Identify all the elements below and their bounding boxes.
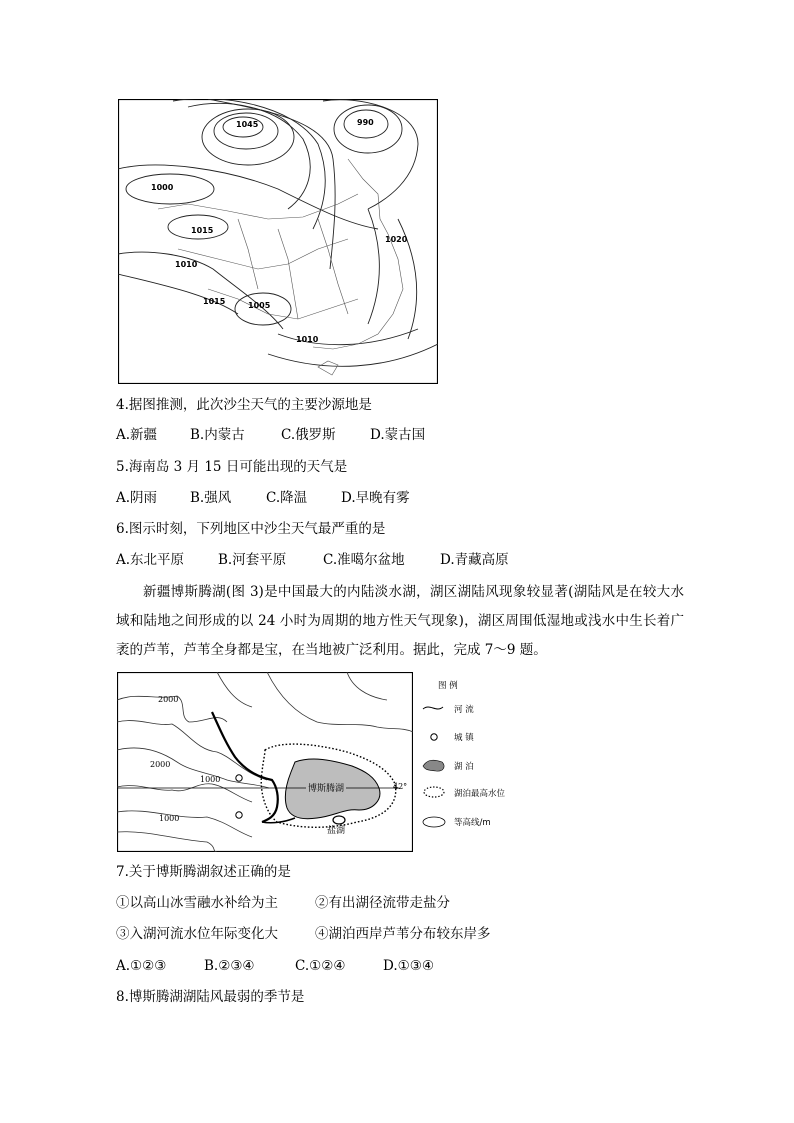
question-7-option-b: B.②③④ xyxy=(204,958,255,974)
lake-label: 博斯腾湖 xyxy=(308,784,345,794)
question-7-statement-1: ①以高山冰雪融水补给为主 xyxy=(116,895,278,911)
question-6-option-b: B.河套平原 xyxy=(218,552,287,568)
lake-legend-icon xyxy=(423,760,444,771)
isobar-label: 1000 xyxy=(151,183,174,192)
legend-water-level: 湖泊最高水位 xyxy=(454,789,506,799)
question-5-option-a: A.阴雨 xyxy=(116,490,158,506)
question-6-stem: 6.图示时刻，下列地区中沙尘天气最严重的是 xyxy=(116,521,386,537)
question-7-stem: 7.关于博斯腾湖叙述正确的是 xyxy=(116,864,291,880)
isobar-label: 1010 xyxy=(296,335,319,344)
town-icon xyxy=(236,812,242,818)
question-7-option-d: D.①③④ xyxy=(383,958,434,974)
isobar-map xyxy=(118,99,438,384)
river-legend-icon xyxy=(423,707,443,709)
isobar-label: 1045 xyxy=(236,120,259,129)
legend-town: 城 镇 xyxy=(454,733,474,743)
town-legend-icon xyxy=(431,734,437,740)
contour-label: 2000 xyxy=(158,695,179,704)
contour-label: 1000 xyxy=(159,814,180,823)
isobar-label: 1015 xyxy=(191,226,214,235)
isobar-label: 1015 xyxy=(203,297,226,306)
question-6-option-d: D.青藏高原 xyxy=(440,552,509,568)
question-5-option-b: B.强风 xyxy=(190,490,232,506)
isobar-label: 1010 xyxy=(175,260,198,269)
map-legend xyxy=(420,676,520,836)
town-icon xyxy=(236,775,242,781)
legend-lake: 湖 泊 xyxy=(454,762,474,772)
question-5-stem: 5.海南岛 3 月 15 日可能出现的天气是 xyxy=(116,459,348,475)
question-6-option-c: C.准噶尔盆地 xyxy=(323,552,405,568)
question-7-statement-2: ②有出湖径流带走盐分 xyxy=(315,895,450,911)
question-5-option-d: D.早晚有雾 xyxy=(341,490,410,506)
question-4-stem: 4.据图推测，此次沙尘天气的主要沙源地是 xyxy=(116,397,372,413)
question-4-option-c: C.俄罗斯 xyxy=(281,427,336,443)
isobar-label: 1005 xyxy=(248,301,271,310)
question-8-stem: 8.博斯腾湖湖陆风最弱的季节是 xyxy=(116,989,305,1005)
question-4-option-b: B.内蒙古 xyxy=(190,427,245,443)
contour-label: 2000 xyxy=(150,760,171,769)
isobar-label: 1020 xyxy=(385,235,408,244)
contour-legend-icon xyxy=(423,817,445,827)
question-5-option-c: C.降温 xyxy=(266,490,308,506)
salt-lake xyxy=(333,816,345,824)
legend-river: 河 流 xyxy=(454,705,474,715)
question-7-option-c: C.①②④ xyxy=(295,958,346,974)
bosten-lake-map xyxy=(117,672,413,852)
salt-lake-label: 盐湖 xyxy=(327,826,346,836)
question-7-statement-4: ④湖泊西岸芦苇分布较东岸多 xyxy=(315,926,491,942)
water-level-legend-icon xyxy=(424,787,444,797)
question-4-option-d: D.蒙古国 xyxy=(370,427,426,443)
latitude-label: 42° xyxy=(393,782,408,791)
isobar-label: 990 xyxy=(357,118,374,127)
passage-text: 新疆博斯腾湖(图 3)是中国最大的内陆淡水湖，湖区湖陆风现象较显著(湖陆风是在较大水域和陆地之间形成的以 24 小时为周期的地方性天气现象)，湖区周围低湿地或浅水中生长着广袤的芦苇，芦苇全身都是宝，在当地被广泛利用。据此，完成 7～9 题。 xyxy=(116,584,684,658)
question-7-statement-3: ③入湖河流水位年际变化大 xyxy=(116,926,278,942)
question-4-option-a: A.新疆 xyxy=(116,427,158,443)
legend-contour: 等高线/m xyxy=(454,818,491,828)
question-7-option-a: A.①②③ xyxy=(116,958,167,974)
question-6-option-a: A.东北平原 xyxy=(116,552,185,568)
contour-label: 1000 xyxy=(200,775,221,784)
legend-title: 图 例 xyxy=(438,681,458,691)
